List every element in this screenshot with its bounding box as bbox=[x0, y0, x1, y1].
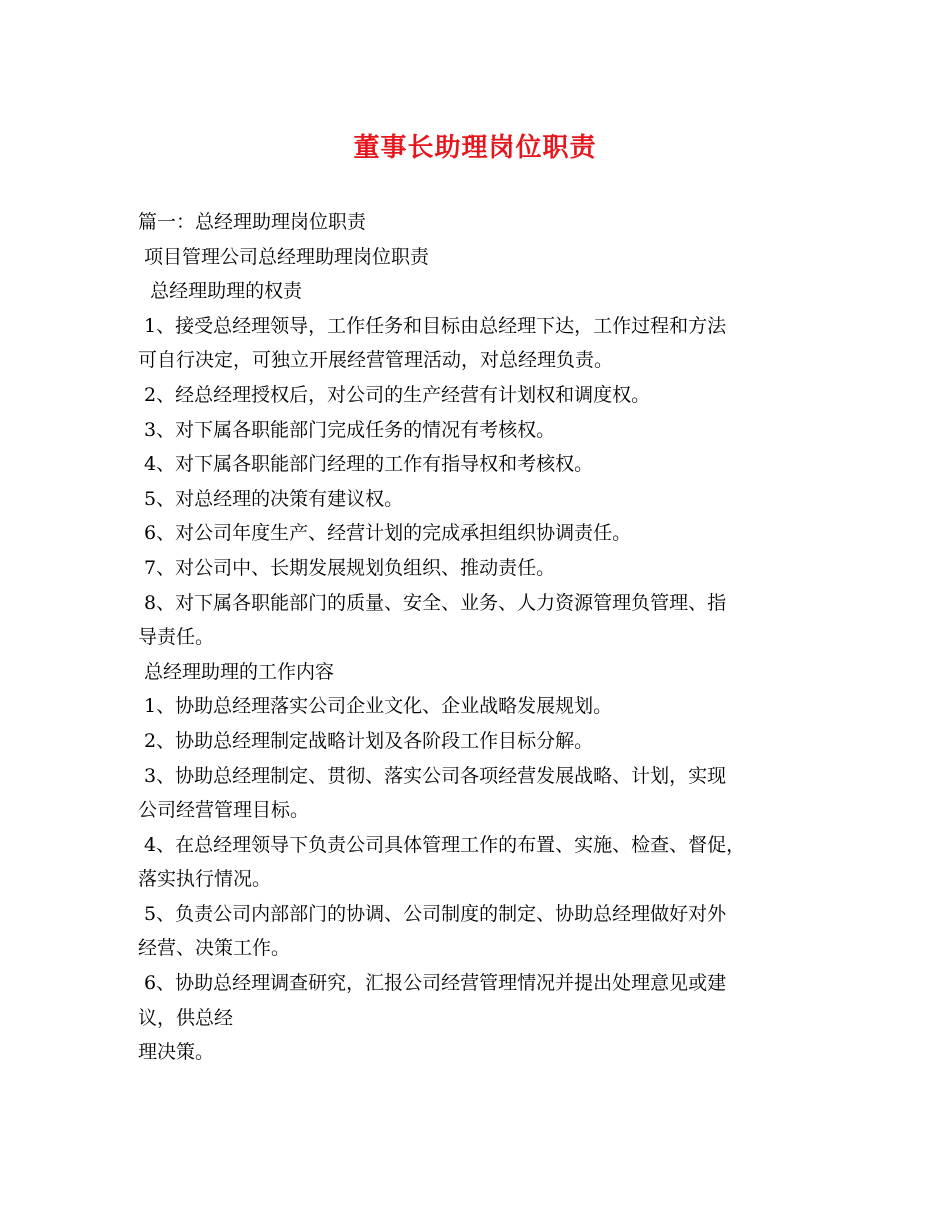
body-line: 8、对下属各职能部门的质量、安全、业务、人力资源管理负管理、指 bbox=[138, 591, 727, 614]
body-line: 导责任。 bbox=[138, 626, 215, 649]
body-line: 项目管理公司总经理助理岗位职责 bbox=[138, 245, 430, 268]
body-line: 可自行决定，可独立开展经营管理活动，对总经理负责。 bbox=[138, 349, 614, 372]
body-line: 公司经营管理目标。 bbox=[138, 799, 310, 822]
body-line: 议，供总经 bbox=[138, 1006, 234, 1029]
body-line: 6、对公司年度生产、经营计划的完成承担组织协调责任。 bbox=[138, 522, 632, 545]
body-line: 4、在总经理领导下负责公司具体管理工作的布置、实施、检查、督促， bbox=[138, 833, 746, 856]
body-line: 篇一：总经理助理岗位职责 bbox=[138, 211, 367, 233]
body-line: 1、接受总经理领导，工作任务和目标由总经理下达，工作过程和方法 bbox=[138, 314, 727, 337]
document-body bbox=[138, 205, 818, 1070]
body-line: 1、协助总经理落实公司企业文化、企业战略发展规划。 bbox=[138, 695, 613, 718]
body-line: 经营、决策工作。 bbox=[138, 937, 291, 960]
body-line: 5、对总经理的决策有建议权。 bbox=[138, 487, 404, 510]
body-line: 2、经总经理授权后，对公司的生产经营有计划权和调度权。 bbox=[138, 383, 651, 406]
body-line: 4、对下属各职能部门经理的工作有指导权和考核权。 bbox=[138, 453, 594, 476]
body-line: 总经理助理的工作内容 bbox=[138, 660, 335, 683]
body-line: 总经理助理的权责 bbox=[138, 280, 303, 303]
body-line: 落实执行情况。 bbox=[138, 868, 272, 891]
body-line: 6、协助总经理调查研究，汇报公司经营管理情况并提出处理意见或建 bbox=[138, 972, 727, 995]
body-line: 2、协助总经理制定战略计划及各阶段工作目标分解。 bbox=[138, 729, 594, 752]
body-line: 7、对公司中、长期发展规划负组织、推动责任。 bbox=[138, 556, 556, 579]
document-title: 董事长助理岗位职责 bbox=[353, 133, 597, 163]
body-line: 3、对下属各职能部门完成任务的情况有考核权。 bbox=[138, 418, 556, 441]
body-line: 5、负责公司内部部门的协调、公司制度的制定、协助总经理做好对外 bbox=[138, 902, 727, 925]
body-line: 理决策。 bbox=[138, 1041, 215, 1064]
body-line: 3、协助总经理制定、贯彻、落实公司各项经营发展战略、计划，实现 bbox=[138, 764, 727, 787]
